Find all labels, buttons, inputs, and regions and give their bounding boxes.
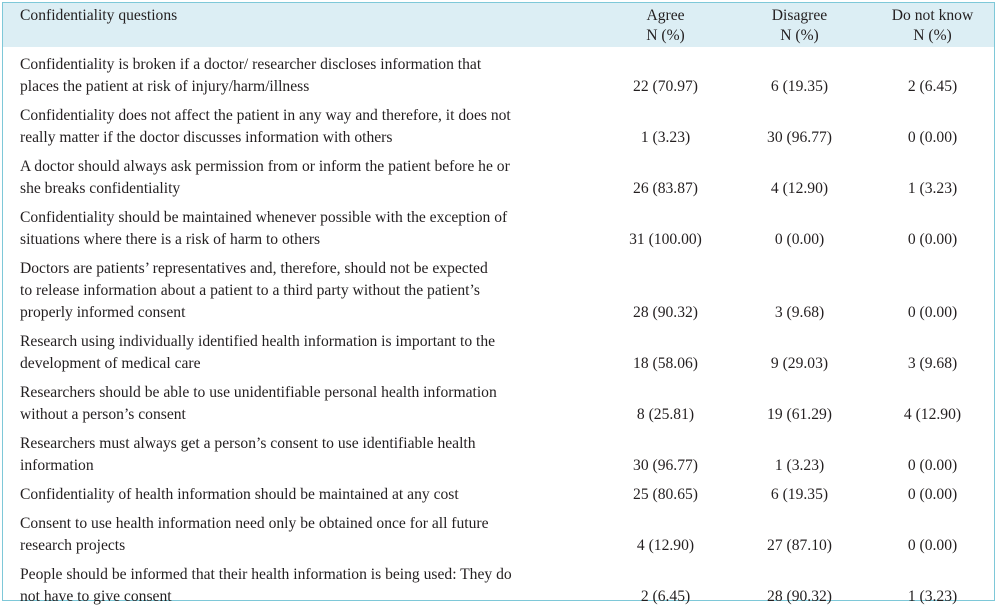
table-row — [3, 375, 994, 426]
question-line: places the patient at risk of injury/harm/illness — [20, 78, 310, 95]
header-questions: Confidentiality questions — [20, 7, 178, 24]
table-header — [3, 3, 994, 47]
header-agree-unit: N (%) — [646, 27, 685, 44]
question-cell — [3, 375, 603, 426]
disagree-cell: 6 (19.35) — [770, 78, 829, 95]
agree-cell: 18 (58.06) — [633, 355, 698, 372]
question-line: Researchers should be able to use unidentifiable personal health information — [20, 384, 497, 401]
dont-know-cell: 0 (0.00) — [907, 129, 958, 146]
dont-know-cell: 2 (6.45) — [907, 78, 958, 95]
header-disagree-unit: N (%) — [780, 27, 819, 44]
table-row — [3, 324, 994, 375]
dont-know-cell: 1 (3.23) — [907, 588, 958, 605]
header-dont-know-label: Do not know — [891, 7, 974, 24]
disagree-cell: 6 (19.35) — [770, 486, 829, 503]
question-cell — [3, 200, 603, 251]
question-cell — [3, 149, 603, 200]
table-row — [3, 426, 994, 477]
question-line: Confidentiality should be maintained whenever possible with the exception of — [20, 209, 508, 226]
question-line: A doctor should always ask permission from or inform the patient before he or — [20, 158, 510, 175]
table-row — [3, 149, 994, 200]
header-dont-know — [871, 3, 994, 47]
question-line: really matter if the doctor discusses information with others — [20, 129, 393, 146]
question-line: to release information about a patient to a third party without the patient’s — [20, 282, 480, 299]
question-line: Research using individually identified health information is important to the — [20, 333, 496, 350]
question-cell — [3, 47, 603, 98]
question-cell — [3, 426, 603, 477]
dont-know-cell: 1 (3.23) — [907, 180, 958, 197]
table-row — [3, 251, 994, 324]
question-cell — [3, 557, 603, 608]
table-row — [3, 506, 994, 557]
disagree-cell: 19 (61.29) — [767, 406, 832, 423]
question-cell — [3, 506, 603, 557]
disagree-cell: 0 (0.00) — [774, 231, 825, 248]
question-line: People should be informed that their health information is being used: They do — [20, 566, 512, 583]
header-dont-know-unit: N (%) — [913, 27, 952, 44]
table-body — [3, 47, 994, 608]
confidentiality-table — [3, 3, 994, 608]
dont-know-cell: 0 (0.00) — [907, 304, 958, 321]
agree-cell: 31 (100.00) — [629, 231, 702, 248]
dont-know-cell: 3 (9.68) — [907, 355, 958, 372]
table-row — [3, 477, 994, 506]
header-agree-label: Agree — [646, 7, 685, 24]
agree-cell: 28 (90.32) — [633, 304, 698, 321]
dont-know-cell: 4 (12.90) — [903, 406, 962, 423]
question-line: development of medical care — [20, 355, 201, 372]
dont-know-cell: 0 (0.00) — [907, 231, 958, 248]
question-line: she breaks confidentiality — [20, 180, 181, 197]
disagree-cell: 3 (9.68) — [774, 304, 825, 321]
question-line: Doctors are patients’ representatives and, therefore, should not be expected — [20, 260, 488, 277]
table-frame — [2, 2, 995, 605]
agree-cell: 8 (25.81) — [636, 406, 695, 423]
question-line: Researchers must always get a person’s consent to use identifiable health — [20, 435, 476, 452]
question-cell — [3, 251, 603, 324]
agree-cell: 1 (3.23) — [640, 129, 691, 146]
disagree-cell: 1 (3.23) — [774, 457, 825, 474]
question-cell — [3, 324, 603, 375]
question-line: situations where there is a risk of harm to others — [20, 231, 321, 248]
disagree-cell: 4 (12.90) — [770, 180, 829, 197]
agree-cell: 4 (12.90) — [636, 537, 695, 554]
disagree-cell: 27 (87.10) — [767, 537, 832, 554]
table-row — [3, 200, 994, 251]
question-line: Confidentiality is broken if a doctor/ researcher discloses information that — [20, 56, 482, 73]
header-disagree — [728, 3, 871, 47]
table-row — [3, 47, 994, 98]
dont-know-cell: 0 (0.00) — [907, 457, 958, 474]
question-line: Confidentiality of health information should be maintained at any cost — [20, 486, 459, 503]
question-cell — [3, 98, 603, 149]
question-line: properly informed consent — [20, 304, 186, 321]
disagree-cell: 28 (90.32) — [767, 588, 832, 605]
disagree-cell: 9 (29.03) — [770, 355, 829, 372]
agree-cell: 30 (96.77) — [633, 457, 698, 474]
question-line: Consent to use health information need only be obtained once for all future — [20, 515, 489, 532]
question-line: research projects — [20, 537, 126, 554]
table-row — [3, 98, 994, 149]
agree-cell: 25 (80.65) — [633, 486, 698, 503]
table-row — [3, 557, 994, 608]
question-line: not have to give consent — [20, 588, 172, 605]
question-line: Confidentiality does not affect the patient in any way and therefore, it does not — [20, 107, 511, 124]
dont-know-cell: 0 (0.00) — [907, 486, 958, 503]
agree-cell: 26 (83.87) — [633, 180, 698, 197]
disagree-cell: 30 (96.77) — [767, 129, 832, 146]
header-row — [3, 3, 994, 47]
agree-cell: 22 (70.97) — [633, 78, 698, 95]
question-cell — [3, 477, 603, 506]
dont-know-cell: 0 (0.00) — [907, 537, 958, 554]
header-disagree-label: Disagree — [771, 7, 828, 24]
question-line: without a person’s consent — [20, 406, 186, 423]
header-agree — [603, 3, 728, 47]
question-line: information — [20, 457, 94, 474]
agree-cell: 2 (6.45) — [640, 588, 691, 605]
